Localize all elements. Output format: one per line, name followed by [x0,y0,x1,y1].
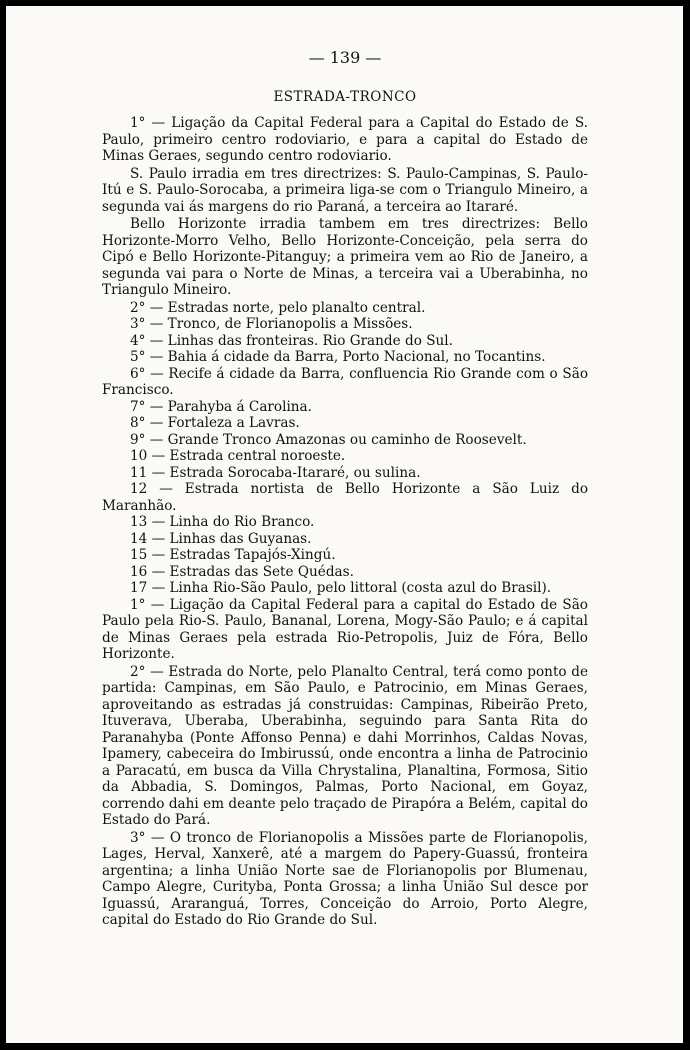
list-item: 15 — Estradas Tapajós-Xingú. [130,547,336,563]
list-item: 14 — Linhas das Guyanas. [130,530,312,547]
list-item: 8° — Fortaleza a Lavras. [130,415,300,431]
intro-paragraph: Bello Horizonte irradia tambem em tres directrizes: Bello Horizonte-Morro Velho, Bello Horizonte-Conceição, pela serra do Cipó e Bello Horizonte-Pitanguy; a primeira vem ao Rio de Janeiro, a segunda vai para o Norte de Minas, a terceira vai a Uberabinha, no Triangulo Mineiro. [102,216,588,298]
list-item: 4° — Linhas das fronteiras. Rio Grande do Sul. [130,332,453,349]
list-item: 17 — Linha Rio-São Paulo, pelo littoral (costa azul do Brasil). [130,580,552,596]
list-item: 13 — Linha do Rio Branco. [130,514,315,530]
list-item: 6° — Recife á cidade da Barra, confluencia Rio Grande com o São Francisco. [102,365,588,398]
list-item: 16 — Estradas das Sete Quédas. [130,563,354,580]
list-item: 3° — Tronco, de Florianopolis a Missões. [130,316,413,332]
list-item: 11 — Estrada Sorocaba-Itararé, ou sulina. [130,464,421,481]
list-item: 2° — Estradas norte, pelo planalto central. [130,299,426,316]
intro-paragraph: S. Paulo irradia em tres directrizes: S. Paulo-Campinas, S. Paulo-Itú e S. Paulo-Sorocaba, a primeira liga-se com o Triangulo Mineiro, a segunda vai ás margens do rio Paraná, a terceira ao Itararé. [102,165,588,215]
list-item: 5° — Bahia á cidade da Barra, Porto Nacional, no Tocantins. [130,349,546,365]
detail-paragraph: 1° — Ligação da Capital Federal para a capital do Estado de São Paulo pela Rio-S. Paulo, Bananal, Lorena, Mogy-São Paulo; e á capital de Minas Geraes pela estrada Rio-Petropolis, Juiz de Fóra, Bello Horizonte. [102,596,588,662]
page [6,6,683,1043]
detail-paragraph: 3° — O tronco de Florianopolis a Missões parte de Florianopolis, Lages, Herval, Xanxerê, até a margem do Papery-Guassú, fronteira argentina; a linha União Norte sae de Florianopolis por Blumenau, Campo Alegre, Curityba, Ponta Grossa; a linha União Sul desce por Iguassú, Araranguá, Torres, Conceição do Arroio, Porto Alegre, capital do Estado do Rio Grande do Sul. [102,829,588,928]
list-item: 9° — Grande Tronco Amazonas ou caminho de Roosevelt. [130,431,527,448]
list-item: 10 — Estrada central noroeste. [130,448,346,464]
page-content [102,50,588,930]
detail-paragraph: 2° — Estrada do Norte, pelo Planalto Central, terá como ponto de partida: Campinas, em São Paulo, e Patrocinio, em Minas Geraes, aproveitando as estradas já construidas: Campinas, Ribeirão Preto, Ituverava, Uberaba, Uberabinha, seguindo para Santa Rita do Paranahyba (Ponte Affonso Penna) e dahi Morrinhos, Caldas Novas, Ipamery, cabeceira do Imbirussú, onde encontra a linha de Patrocinio a Paracatú, em busca da Villa Chrystalina, Planaltina, Formosa, Sitio da Abbadia, S. Domingos, Palmas, Porto Nacional, em Goyaz, correndo dahi em deante pelo traçado de Pirapóra a Belém, capital do Estado do Pará. [102,663,588,828]
intro-paragraph: 1° — Ligação da Capital Federal para a Capital do Estado de S. Paulo, primeiro centro rodoviario, e para a capital do Estado de Minas Geraes, segundo centro rodoviario. [102,115,588,164]
page-number: — 139 — [308,48,382,67]
list-item: 7° — Parahyba á Carolina. [130,398,312,415]
list-item: 12 — Estrada nortista de Bello Horizonte a São Luiz do Maranhão. [102,481,588,514]
section-title: ESTRADA-TRONCO [273,88,417,105]
